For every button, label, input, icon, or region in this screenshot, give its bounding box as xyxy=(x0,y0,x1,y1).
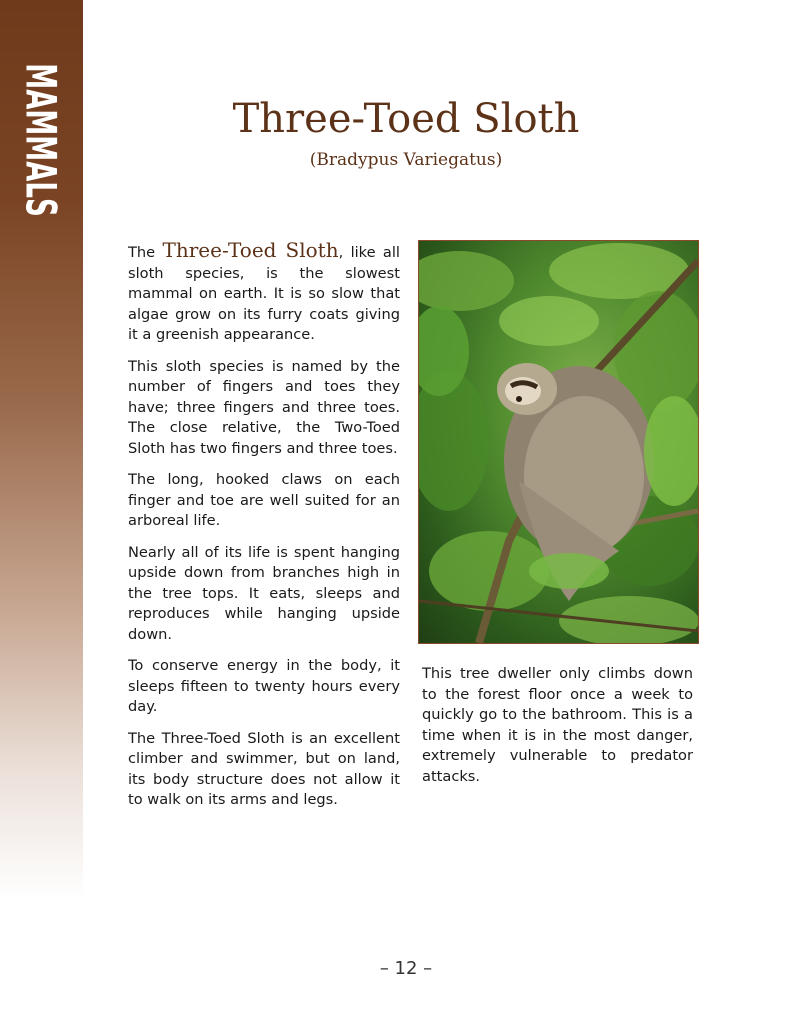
sloth-illustration xyxy=(419,241,698,643)
sloth-photo xyxy=(418,240,699,644)
section-label: MAMMALS xyxy=(16,63,66,217)
paragraph-6: The Three-Toed Sloth is an excellent climber and swimmer, but on land, its body structure does not allow it to walk on its arms and legs. xyxy=(128,729,400,808)
scientific-name: (Bradypus Variegatus) xyxy=(309,150,503,170)
inline-species-name: Three-Toed Sloth xyxy=(162,238,339,262)
page-number: – 12 – xyxy=(379,958,433,979)
paragraph-1: The Three-Toed Sloth, like all sloth species, is the slowest mammal on earth. It is so slow that algae grow on its furry coats giving it a greenish appearance. xyxy=(128,238,400,343)
page-title: Three-Toed Sloth xyxy=(232,96,580,142)
photo-caption: This tree dweller only climbs down to the forest floor once a week to quickly go to the bathroom. This is a time when it is in the most danger, extremely vulnerable to predator attacks. xyxy=(422,665,693,785)
paragraph-2: This sloth species is named by the number of fingers and toes they have; three fingers and three toes. The close relative, the Two-Toed Sloth has two fingers and three toes. xyxy=(128,357,400,457)
paragraph-3: The long, hooked claws on each finger and toe are well suited for an arboreal life. xyxy=(128,471,400,529)
paragraph-5: To conserve energy in the body, it sleeps fifteen to twenty hours every day. xyxy=(128,657,400,715)
paragraph-4: Nearly all of its life is spent hanging upside down from branches high in the tree tops. It eats, sleeps and reproduces while hanging upside down. xyxy=(128,543,400,643)
left-column-text xyxy=(128,240,400,822)
